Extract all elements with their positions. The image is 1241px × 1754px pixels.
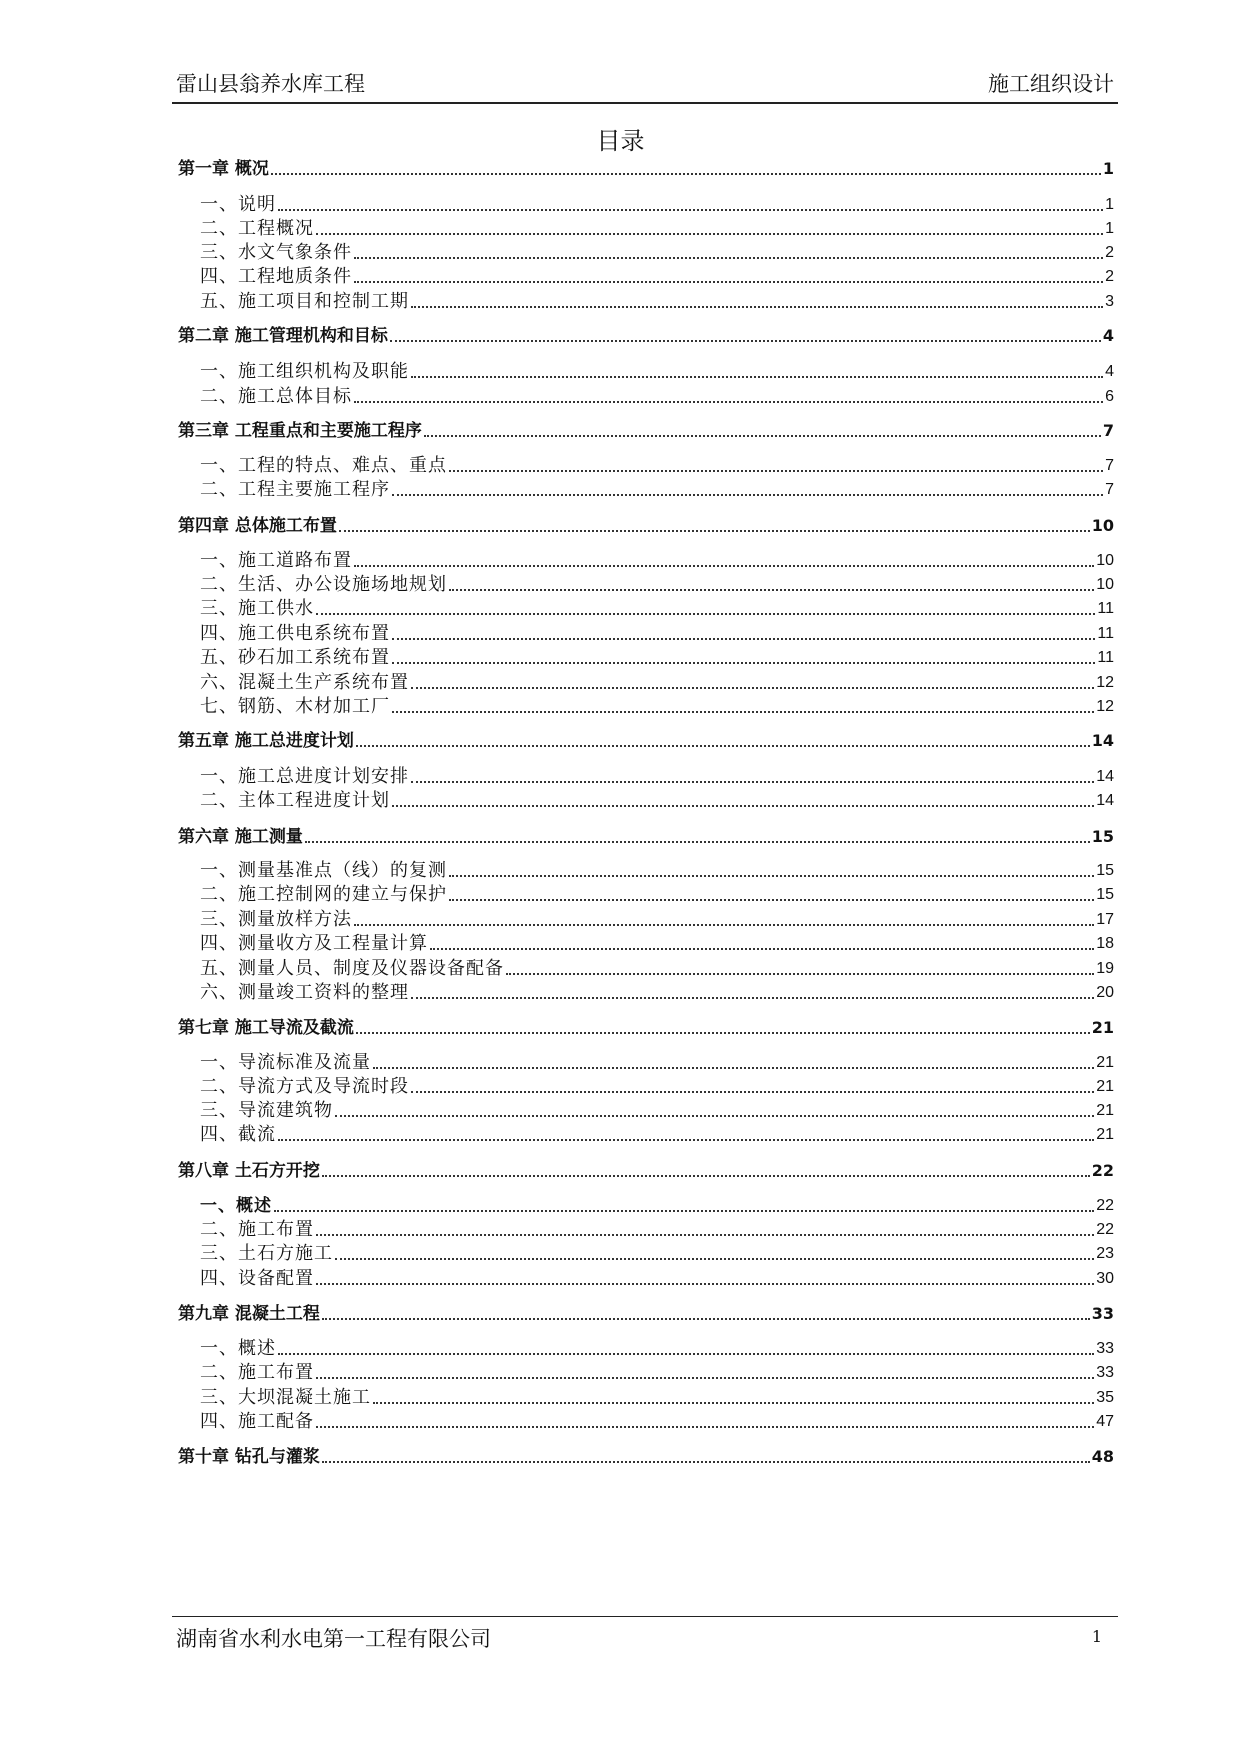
toc-dot-leader (278, 1139, 1094, 1141)
toc-entry-page: 47 (1096, 1413, 1114, 1430)
toc-entry-label: 三、水文气象条件 (200, 242, 352, 263)
toc-section-entry[interactable] (200, 194, 1114, 216)
toc-entry-label: 第九章 混凝土工程 (178, 1304, 320, 1324)
toc-section-entry[interactable] (200, 242, 1114, 264)
toc-dot-leader (322, 1175, 1090, 1177)
header-document-type: 施工组织设计 (988, 72, 1114, 96)
toc-dot-leader (354, 281, 1103, 283)
toc-dot-leader (373, 1067, 1094, 1069)
toc-entry-label: 二、施工总体目标 (200, 386, 352, 407)
toc-entry-page: 7 (1102, 421, 1114, 440)
toc-section-entry[interactable] (200, 1338, 1114, 1360)
toc-entry-page: 22 (1096, 1197, 1114, 1214)
toc-section-entry[interactable] (200, 1362, 1114, 1384)
toc-dot-leader (339, 530, 1090, 532)
toc-section-entry[interactable] (200, 647, 1114, 669)
toc-dot-leader (411, 781, 1094, 783)
toc-entry-label: 二、施工控制网的建立与保护 (200, 884, 447, 905)
toc-section-entry[interactable] (200, 958, 1114, 980)
toc-entry-label: 三、测量放样方法 (200, 909, 352, 930)
toc-entry-label: 三、施工供水 (200, 598, 314, 619)
toc-entry-label: 一、施工组织机构及职能 (200, 361, 409, 382)
toc-entry-page: 11 (1097, 649, 1114, 666)
toc-entry-page: 1 (1105, 196, 1114, 213)
toc-dot-leader (449, 899, 1094, 901)
page-header (172, 70, 1118, 104)
toc-dot-leader (316, 1426, 1094, 1428)
toc-dot-leader (354, 401, 1103, 403)
toc-dot-leader (392, 711, 1094, 713)
toc-chapter-entry[interactable] (178, 515, 1114, 537)
toc-section-entry[interactable] (200, 386, 1114, 408)
toc-section-entry[interactable] (200, 479, 1114, 501)
toc-entry-page: 35 (1096, 1389, 1114, 1406)
toc-section-entry[interactable] (200, 218, 1114, 240)
toc-entry-page: 18 (1096, 935, 1114, 952)
header-project-name: 雷山县翁养水库工程 (176, 72, 365, 96)
toc-section-entry[interactable] (200, 933, 1114, 955)
toc-entry-page: 19 (1096, 960, 1114, 977)
toc-entry-page: 12 (1096, 674, 1114, 691)
toc-entry-label: 四、截流 (200, 1124, 276, 1145)
toc-dot-leader (411, 1091, 1094, 1093)
toc-dot-leader (449, 589, 1094, 591)
toc-chapter-entry[interactable] (178, 158, 1114, 180)
toc-entry-label: 第七章 施工导流及截流 (178, 1018, 354, 1038)
toc-entry-page: 7 (1105, 481, 1114, 498)
toc-entry-page: 3 (1105, 293, 1114, 310)
toc-entry-label: 二、主体工程进度计划 (200, 790, 390, 811)
toc-dot-leader (392, 638, 1095, 640)
toc-dot-leader (305, 841, 1090, 843)
toc-entry-page: 11 (1097, 600, 1114, 617)
toc-section-entry[interactable] (200, 266, 1114, 288)
toc-dot-leader (278, 1353, 1094, 1355)
toc-dot-leader (411, 997, 1094, 999)
toc-entry-page: 20 (1096, 984, 1114, 1001)
toc-entry-label: 二、工程概况 (200, 218, 314, 239)
toc-entry-page: 33 (1096, 1364, 1114, 1381)
toc-entry-page: 23 (1096, 1245, 1114, 1262)
toc-dot-leader (316, 1283, 1094, 1285)
toc-dot-leader (411, 687, 1094, 689)
toc-dot-leader (322, 1461, 1090, 1463)
toc-entry-page: 12 (1096, 698, 1114, 715)
toc-title: 目录 (596, 127, 645, 155)
toc-section-entry[interactable] (200, 1195, 1114, 1217)
toc-entry-page: 21 (1096, 1054, 1114, 1071)
toc-section-entry[interactable] (200, 1411, 1114, 1433)
toc-entry-label: 第八章 土石方开挖 (178, 1161, 320, 1181)
toc-entry-page: 17 (1096, 911, 1114, 928)
toc-entry-label: 二、生活、办公设施场地规划 (200, 574, 447, 595)
toc-entry-label: 二、导流方式及导流时段 (200, 1076, 409, 1097)
toc-entry-label: 一、施工总进度计划安排 (200, 766, 409, 787)
toc-entry-page: 10 (1096, 552, 1114, 569)
toc-dot-leader (449, 875, 1094, 877)
toc-entry-page: 15 (1096, 862, 1114, 879)
toc-section-entry[interactable] (200, 550, 1114, 572)
toc-entry-label: 六、测量竣工资料的整理 (200, 982, 409, 1003)
toc-section-entry[interactable] (200, 766, 1114, 788)
footer-company-name: 湖南省水利水电第一工程有限公司 (176, 1627, 491, 1651)
toc-dot-leader (411, 376, 1103, 378)
toc-entry-label: 一、导流标准及流量 (200, 1052, 371, 1073)
toc-entry-label: 四、工程地质条件 (200, 266, 352, 287)
toc-dot-leader (354, 257, 1103, 259)
toc-dot-leader (274, 1210, 1094, 1212)
toc-dot-leader (424, 435, 1101, 437)
toc-section-entry[interactable] (200, 455, 1114, 477)
toc-dot-leader (335, 1115, 1094, 1117)
toc-entry-page: 4 (1102, 326, 1114, 345)
toc-entry-label: 一、概述 (200, 1338, 276, 1359)
toc-entry-page: 15 (1096, 886, 1114, 903)
toc-entry-label: 四、测量收方及工程量计算 (200, 933, 428, 954)
toc-entry-label: 三、大坝混凝土施工 (200, 1387, 371, 1408)
toc-section-entry[interactable] (200, 361, 1114, 383)
toc-entry-page: 22 (1096, 1221, 1114, 1238)
toc-section-entry[interactable] (200, 291, 1114, 313)
toc-entry-label: 第二章 施工管理机构和目标 (178, 326, 388, 346)
toc-section-entry[interactable] (200, 1100, 1114, 1122)
toc-entry-label: 第三章 工程重点和主要施工程序 (178, 421, 422, 441)
toc-entry-page: 1 (1102, 159, 1114, 178)
toc-entry-label: 第十章 钻孔与灌浆 (178, 1447, 320, 1467)
toc-entry-page: 30 (1096, 1270, 1114, 1287)
toc-dot-leader (335, 1258, 1094, 1260)
toc-entry-page: 21 (1096, 1078, 1114, 1095)
toc-entry-label: 三、导流建筑物 (200, 1100, 333, 1121)
toc-entry-page: 21 (1096, 1126, 1114, 1143)
toc-dot-leader (449, 470, 1103, 472)
toc-entry-page: 14 (1091, 731, 1114, 750)
toc-dot-leader (271, 173, 1101, 175)
toc-section-entry[interactable] (200, 623, 1114, 645)
toc-dot-leader (316, 1377, 1094, 1379)
toc-entry-page: 48 (1091, 1447, 1114, 1466)
toc-section-entry[interactable] (200, 1219, 1114, 1241)
toc-section-entry[interactable] (200, 1387, 1114, 1409)
toc-section-entry[interactable] (200, 909, 1114, 931)
toc-entry-page: 21 (1091, 1018, 1114, 1037)
toc-section-entry[interactable] (200, 598, 1114, 620)
toc-dot-leader (316, 613, 1095, 615)
toc-section-entry[interactable] (200, 672, 1114, 694)
toc-entry-label: 一、工程的特点、难点、重点 (200, 455, 447, 476)
toc-dot-leader (356, 1032, 1090, 1034)
toc-section-entry[interactable] (200, 860, 1114, 882)
toc-dot-leader (316, 233, 1103, 235)
toc-entry-page: 6 (1105, 388, 1114, 405)
toc-section-entry[interactable] (200, 696, 1114, 718)
toc-dot-leader (430, 948, 1094, 950)
toc-entry-label: 五、砂石加工系统布置 (200, 647, 390, 668)
toc-dot-leader (390, 340, 1101, 342)
toc-dot-leader (354, 924, 1094, 926)
toc-dot-leader (278, 209, 1103, 211)
toc-section-entry[interactable] (200, 1076, 1114, 1098)
toc-entry-label: 第一章 概况 (178, 159, 269, 179)
toc-dot-leader (373, 1402, 1094, 1404)
toc-section-entry[interactable] (200, 982, 1114, 1004)
toc-section-entry[interactable] (200, 1124, 1114, 1146)
toc-chapter-entry[interactable] (178, 1160, 1114, 1182)
toc-entry-label: 一、说明 (200, 194, 276, 215)
toc-entry-label: 三、土石方施工 (200, 1243, 333, 1264)
toc-entry-page: 14 (1096, 768, 1114, 785)
toc-entry-page: 10 (1096, 576, 1114, 593)
toc-entry-page: 22 (1091, 1161, 1114, 1180)
toc-entry-label: 第四章 总体施工布置 (178, 516, 337, 536)
toc-dot-leader (322, 1318, 1090, 1320)
toc-chapter-entry[interactable] (178, 1303, 1114, 1325)
toc-entry-label: 一、测量基准点（线）的复测 (200, 860, 447, 881)
toc-entry-page: 15 (1091, 827, 1114, 846)
toc-chapter-entry[interactable] (178, 730, 1114, 752)
toc-section-entry[interactable] (200, 574, 1114, 596)
toc-dot-leader (316, 1234, 1094, 1236)
toc-entry-page: 33 (1091, 1304, 1114, 1323)
toc-chapter-entry[interactable] (178, 1446, 1114, 1468)
toc-dot-leader (354, 565, 1094, 567)
toc-entry-label: 二、施工布置 (200, 1362, 314, 1383)
toc-entry-page: 11 (1097, 625, 1114, 642)
toc-entry-page: 33 (1096, 1340, 1114, 1357)
toc-dot-leader (411, 306, 1103, 308)
toc-chapter-entry[interactable] (178, 1017, 1114, 1039)
toc-entry-label: 第六章 施工测量 (178, 827, 303, 847)
toc-section-entry[interactable] (200, 884, 1114, 906)
toc-entry-label: 二、施工布置 (200, 1219, 314, 1240)
toc-entry-page: 21 (1096, 1102, 1114, 1119)
toc-entry-page: 4 (1105, 363, 1114, 380)
toc-entry-label: 五、施工项目和控制工期 (200, 291, 409, 312)
toc-entry-page: 2 (1105, 268, 1114, 285)
toc-section-entry[interactable] (200, 1052, 1114, 1074)
toc-entry-page: 2 (1105, 244, 1114, 261)
toc-entry-page: 1 (1105, 220, 1114, 237)
toc-section-entry[interactable] (200, 1268, 1114, 1290)
toc-entry-label: 二、工程主要施工程序 (200, 479, 390, 500)
toc-dot-leader (392, 805, 1094, 807)
toc-entry-page: 10 (1091, 516, 1114, 535)
toc-entry-label: 七、钢筋、木材加工厂 (200, 696, 390, 717)
toc-entry-label: 一、施工道路布置 (200, 550, 352, 571)
page-number: 1 (1091, 1627, 1102, 1646)
toc-dot-leader (392, 494, 1103, 496)
toc-entry-label: 五、测量人员、制度及仪器设备配备 (200, 958, 504, 979)
toc-entry-label: 第五章 施工总进度计划 (178, 731, 354, 751)
toc-dot-leader (356, 745, 1090, 747)
page-footer (172, 1616, 1118, 1657)
toc-section-entry[interactable] (200, 1243, 1114, 1265)
toc-entry-label: 一、概述 (200, 1196, 272, 1216)
toc-entry-label: 四、施工供电系统布置 (200, 623, 390, 644)
toc-entry-label: 六、混凝土生产系统布置 (200, 672, 409, 693)
toc-entry-page: 7 (1105, 457, 1114, 474)
toc-chapter-entry[interactable] (178, 826, 1114, 848)
toc-chapter-entry[interactable] (178, 420, 1114, 442)
toc-dot-leader (506, 973, 1094, 975)
toc-entry-page: 14 (1096, 792, 1114, 809)
toc-dot-leader (392, 662, 1095, 664)
toc-entry-label: 四、设备配置 (200, 1268, 314, 1289)
toc-section-entry[interactable] (200, 790, 1114, 812)
toc-chapter-entry[interactable] (178, 325, 1114, 347)
toc-entry-label: 四、施工配备 (200, 1411, 314, 1432)
